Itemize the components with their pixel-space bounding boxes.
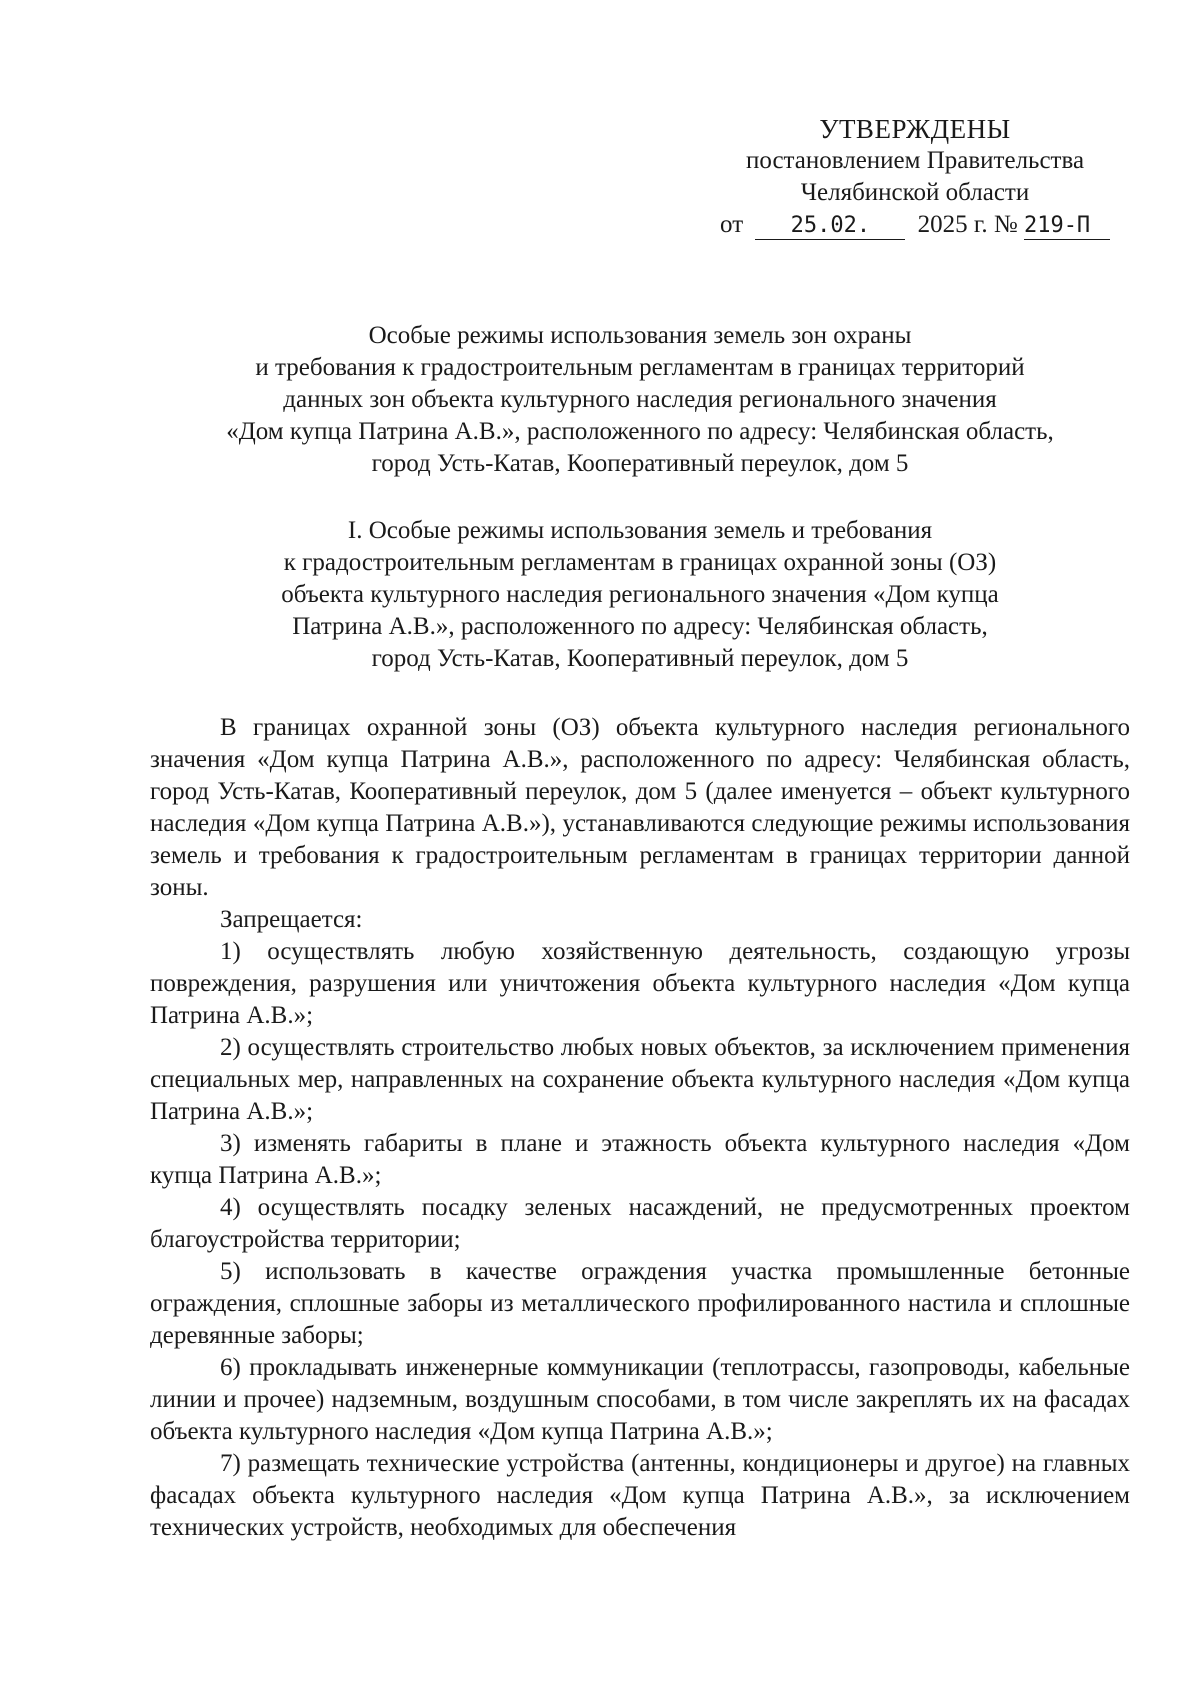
section-heading — [150, 515, 1130, 675]
approval-date-line — [700, 209, 1130, 241]
list-item: 4) осуществлять посадку зеленых насаждений, не предусмотренных проектом благоустройства территории; — [150, 1194, 1130, 1253]
section-heading-line: Патрина А.В.», расположенного по адресу: Челябинская область, — [292, 613, 988, 640]
list-item: 2) осуществлять строительство любых новых объектов, за исключением применения специальных мер, направленных на сохранение объекта культурного наследия «Дом купца Патрина А.В.»; — [150, 1034, 1130, 1125]
section-heading-line: к градостроительным регламентам в границах охранной зоны (ОЗ) — [283, 549, 997, 576]
list-item: 6) прокладывать инженерные коммуникации (теплотрассы, газопроводы, кабельные линии и прочее) надземным, воздушным способами, в том числе закреплять их на фасадах объекта культурного наследия «Дом купца Патрина А.В.»; — [150, 1354, 1130, 1445]
title-line: «Дом купца Патрина А.В.», расположенного по адресу: Челябинская область, — [226, 418, 1054, 445]
list-item: 7) размещать технические устройства (антенны, кондиционеры и другое) на главных фасадах объекта культурного наследия «Дом купца Патрина А.В.», за исключением технических устройств, необходимых для обеспечения — [150, 1450, 1130, 1541]
document-body — [150, 712, 1130, 1544]
intro-paragraph: В границах охранной зоны (ОЗ) объекта культурного наследия регионального значения «Дом купца Патрина А.В.», расположенного по адресу: Челябинская область, город Усть-Катав, Кооперативный переулок, дом 5 (далее именуется – объект культурного наследия «Дом купца Патрина А.В.»), устанавливаются следующие режимы использования земель и требования к градостроительным регламентам в границах территории данной зоны. — [150, 714, 1130, 901]
resolution-date: 25.02. — [755, 213, 905, 240]
title-line: и требования к градостроительным регламентам в границах территорий — [255, 354, 1025, 381]
approval-stamp-block — [700, 113, 1130, 241]
section-heading-line: I. Особые режимы использования земель и требования — [347, 517, 933, 544]
list-item: 5) использовать в качестве ограждения участка промышленные бетонные ограждения, сплошные заборы из металлического профилированного настила и сплошные деревянные заборы; — [150, 1258, 1130, 1349]
title-line: Особые режимы использования земель зон охраны — [368, 322, 912, 349]
title-line: данных зон объекта культурного наследия регионального значения — [283, 386, 997, 413]
approval-line-resolution: постановлением Правительства — [745, 147, 1085, 174]
document-title — [150, 320, 1130, 480]
section-heading-line: объекта культурного наследия регионального значения «Дом купца — [281, 581, 999, 608]
title-line: город Усть-Катав, Кооперативный переулок, дом 5 — [371, 450, 909, 477]
from-label: от — [720, 211, 744, 238]
resolution-number: 219-П — [1024, 213, 1110, 240]
resolution-year: 2025 г. № — [917, 211, 1018, 238]
approval-line-region: Челябинской области — [800, 179, 1030, 206]
section-heading-line: город Усть-Катав, Кооперативный переулок, дом 5 — [371, 645, 909, 672]
list-item: 1) осуществлять любую хозяйственную деятельность, создающую угрозы повреждения, разрушения или уничтожения объекта культурного наследия «Дом купца Патрина А.В.»; — [150, 938, 1130, 1029]
prohibited-heading: Запрещается: — [220, 906, 363, 933]
list-item: 3) изменять габариты в плане и этажность объекта культурного наследия «Дом купца Патрина А.В.»; — [150, 1130, 1130, 1189]
approval-word: УТВЕРЖДЕНЫ — [819, 114, 1011, 144]
